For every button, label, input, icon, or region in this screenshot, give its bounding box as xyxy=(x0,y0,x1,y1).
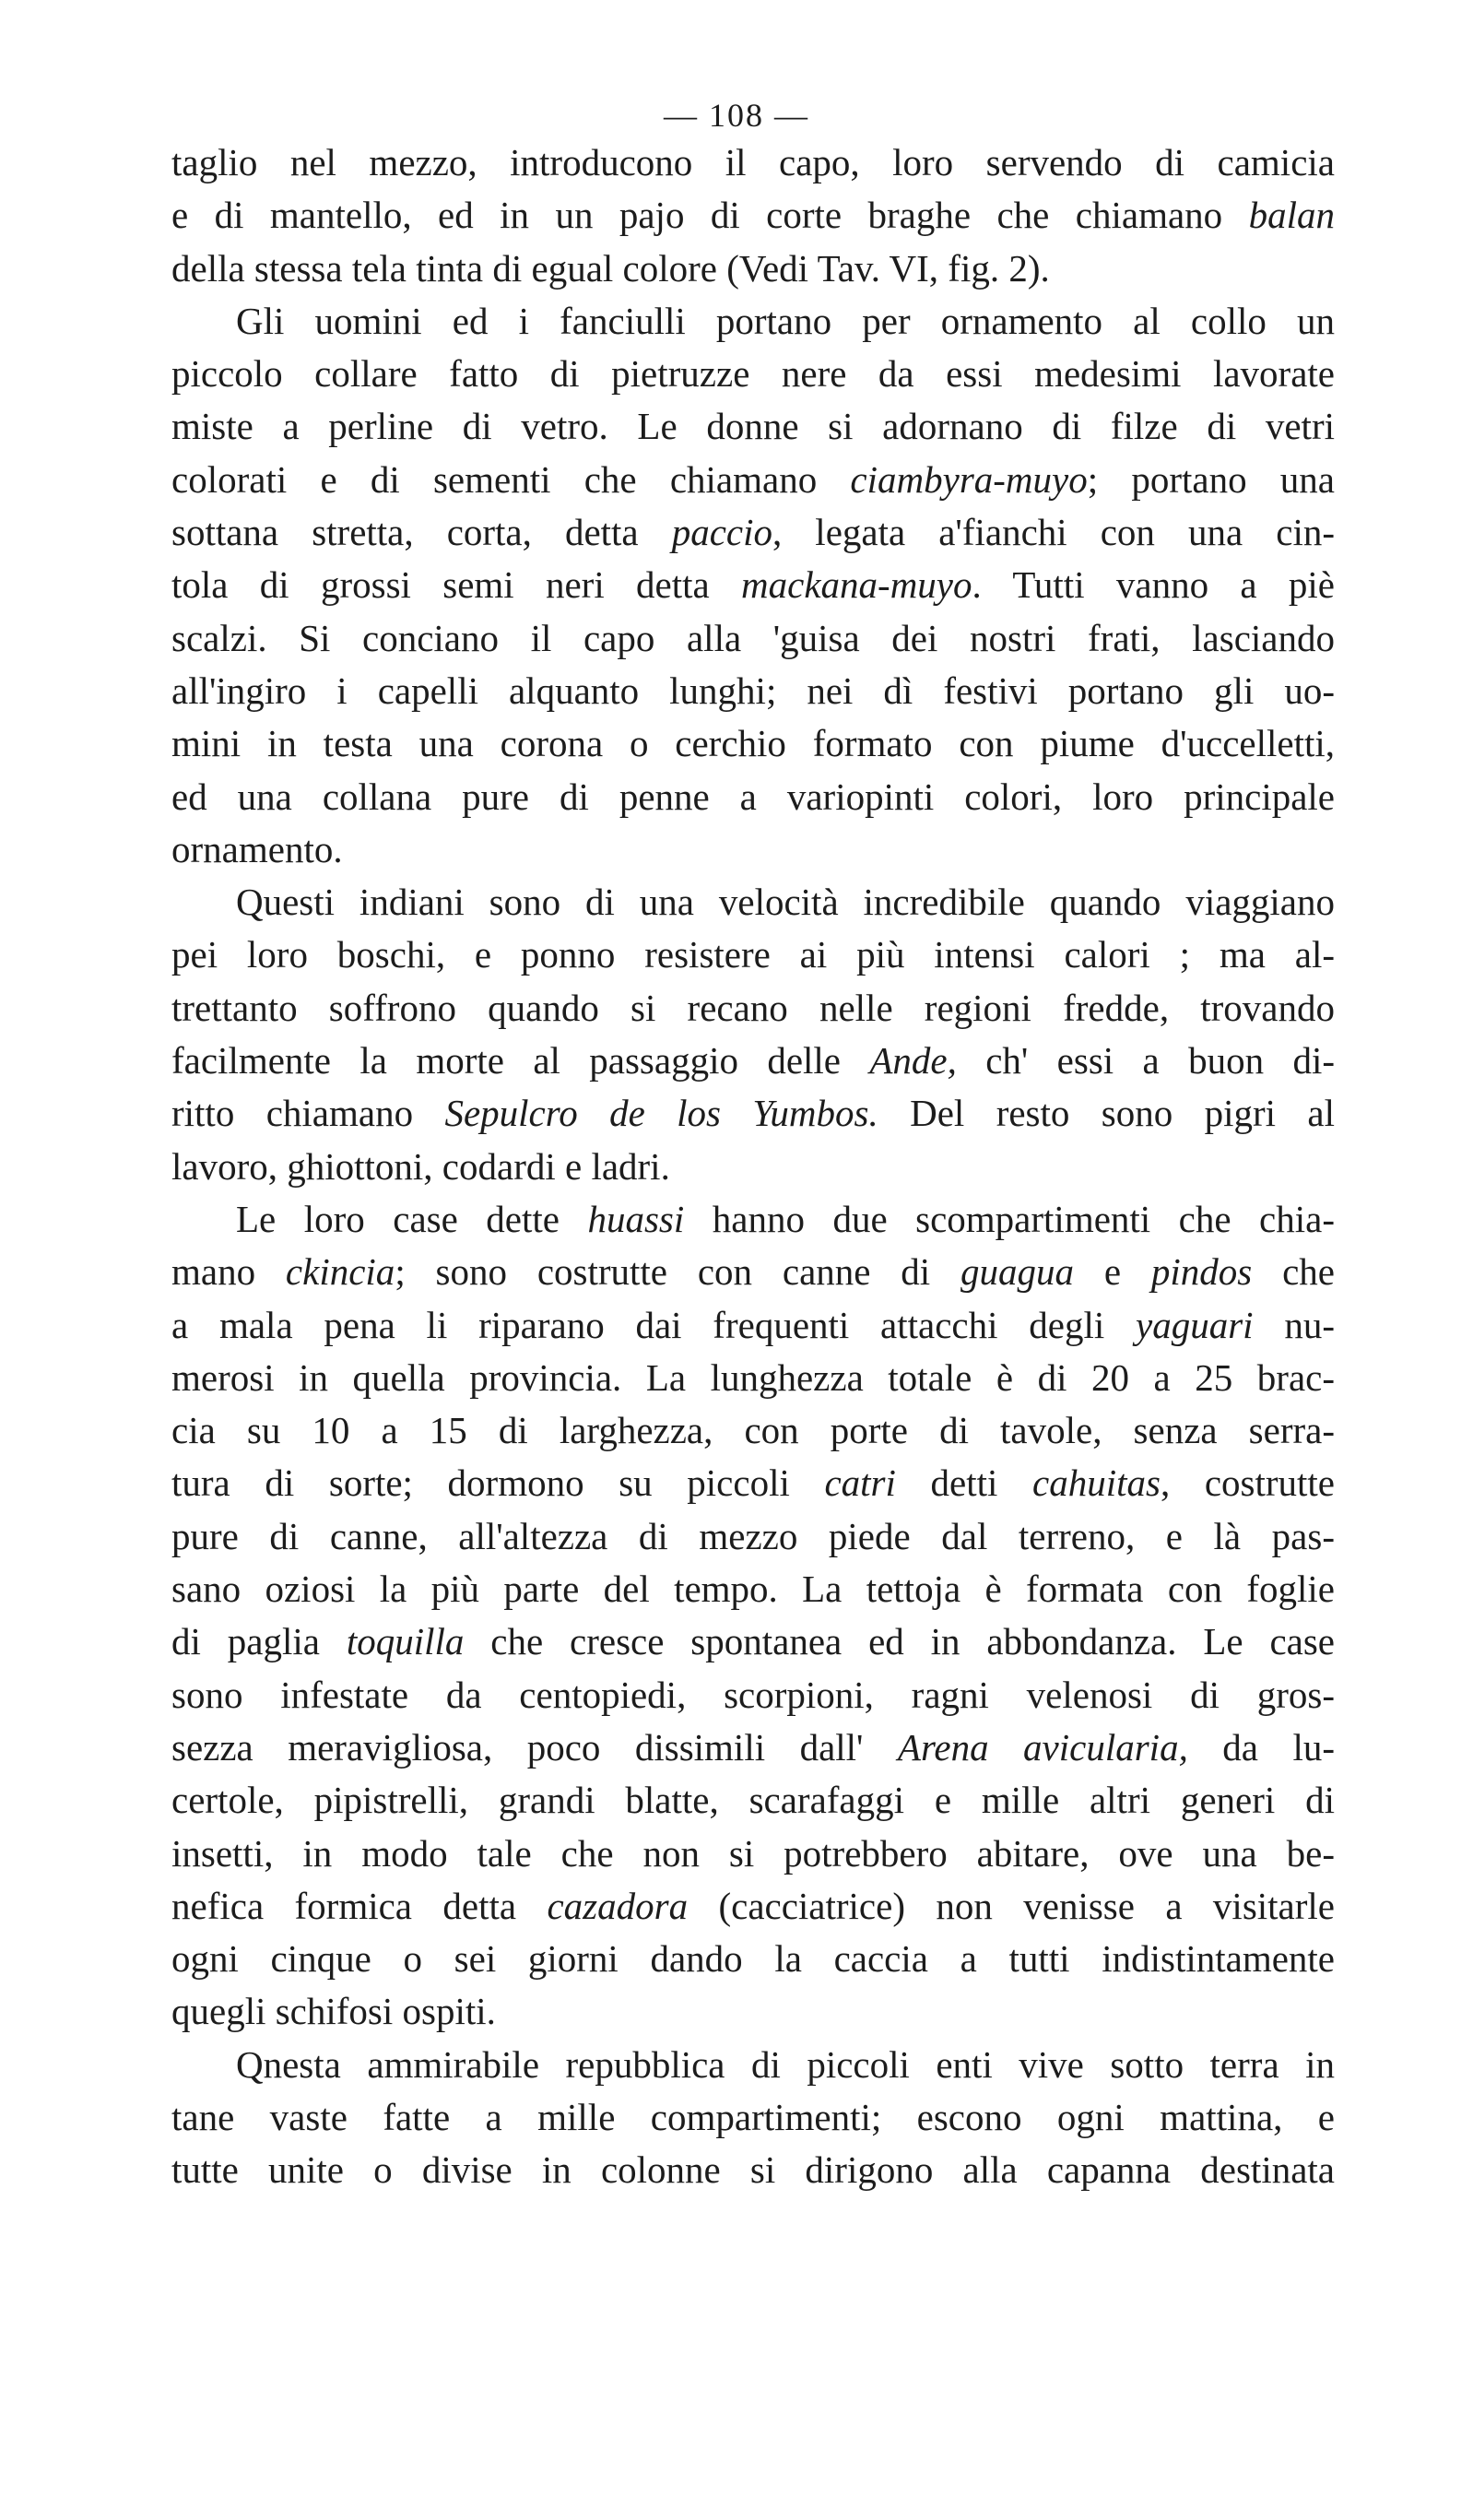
text-run: ; portano una xyxy=(1087,457,1335,501)
italic-term: huassi xyxy=(587,1197,685,1240)
italic-term: ciambyra-muyo xyxy=(850,457,1088,501)
text-run: della stessa tela tinta di egual colore (Vedi Tav. VI, fig. 2). xyxy=(171,246,1050,290)
text-line xyxy=(171,982,1335,1035)
text-run: ; sono costrutte con canne di xyxy=(395,1250,961,1294)
text-run: facilmente la morte al passaggio delle xyxy=(171,1039,870,1083)
text-run: colorati e di sementi che chiamano xyxy=(171,457,851,501)
text-run: pure di canne, all'altezza di mezzo piede dal terreno, e là pas- xyxy=(171,1514,1335,1557)
text-line xyxy=(171,454,1335,506)
text-line xyxy=(171,1457,1335,1509)
text-run: ogni cinque o sei giorni dando la caccia a tutti indistintamente xyxy=(171,1937,1335,1981)
text-line xyxy=(171,2039,1335,2091)
text-line xyxy=(171,2091,1335,2144)
text-line xyxy=(171,771,1335,823)
text-run: Questi indiani sono di una velocità incredibile quando viaggiano xyxy=(236,881,1335,924)
text-line xyxy=(171,1035,1335,1087)
text-line xyxy=(171,559,1335,611)
text-line xyxy=(171,876,1335,929)
text-run: lavoro, ghiottoni, codardi e ladri. xyxy=(171,1144,670,1188)
text-line xyxy=(171,1828,1335,1880)
text-run: . Tutti vanno a piè xyxy=(972,563,1335,607)
text-line xyxy=(171,823,1335,876)
text-line xyxy=(171,612,1335,665)
italic-term: balan xyxy=(1248,194,1335,237)
text-run: quegli schifosi ospiti. xyxy=(171,1990,496,2033)
text-line xyxy=(171,2144,1335,2196)
text-run: ritto chiamano xyxy=(171,1092,445,1135)
text-run: ornamento. xyxy=(171,827,343,870)
text-line xyxy=(171,400,1335,453)
text-line xyxy=(171,295,1335,348)
text-run: e di mantello, ed in un pajo di corte braghe che chiamano xyxy=(171,194,1249,237)
text-run: mini in testa una corona o cerchio formato con piume d'uccelletti, xyxy=(171,722,1335,765)
text-run: nefica formica detta xyxy=(171,1884,548,1927)
italic-term: pindos xyxy=(1150,1250,1253,1294)
text-run: sono infestate da centopiedi, scorpioni, ragni velenosi di gros- xyxy=(171,1673,1335,1716)
text-run: pei loro boschi, e ponno resistere ai più intensi calori ; ma al- xyxy=(171,933,1335,976)
text-run: ch' essi a buon di- xyxy=(956,1039,1336,1083)
text-run: miste a perline di vetro. Le donne si adornano di filze di vetri xyxy=(171,405,1335,448)
text-line xyxy=(171,1563,1335,1615)
text-run: Del resto sono pigri al xyxy=(878,1092,1336,1135)
text-run: tane vaste fatte a mille compartimenti; escono ogni mattina, e xyxy=(171,2095,1335,2138)
text-line xyxy=(171,1299,1335,1352)
text-line xyxy=(171,1615,1335,1668)
text-run: taglio nel mezzo, introducono il capo, loro servendo di camicia xyxy=(171,141,1335,183)
text-run: ed una collana pure di penne a variopinti colori, loro principale xyxy=(171,775,1335,818)
text-run: che xyxy=(1252,1250,1335,1294)
italic-term: Arena avicularia, xyxy=(897,1725,1188,1769)
text-run: Qnesta ammirabile repubblica di piccoli enti vive sotto terra in xyxy=(236,2042,1335,2086)
italic-term: Sepulcro de los Yumbos. xyxy=(444,1092,878,1135)
text-run: merosi in quella provincia. La lunghezza totale è di 20 a 25 brac- xyxy=(171,1355,1335,1399)
text-run: trettanto soffrono quando si recano nelle regioni fredde, trovando xyxy=(171,986,1335,1029)
text-run: all'ingiro i capelli alquanto lunghi; nei dì festivi portano gli uo- xyxy=(171,668,1335,712)
italic-term: mackana-muyo xyxy=(741,563,972,607)
text-run: mano xyxy=(171,1250,286,1294)
italic-term: yaguari xyxy=(1136,1303,1254,1346)
text-run: insetti, in modo tale che non si potrebbero abitare, ove una be- xyxy=(171,1831,1335,1875)
italic-term: ckincia xyxy=(285,1250,395,1294)
text-run: che cresce spontanea ed in abbondanza. Le case xyxy=(464,1620,1335,1663)
text-run: sano oziosi la più parte del tempo. La tettoja è formata con foglie xyxy=(171,1568,1335,1611)
text-run: , costrutte xyxy=(1160,1461,1335,1505)
text-run: (cacciatrice) non venisse a visitarle xyxy=(688,1884,1335,1927)
text-line xyxy=(171,1933,1335,1985)
text-line xyxy=(171,243,1335,295)
italic-term: Ande, xyxy=(869,1039,957,1083)
page-number: — 108 — xyxy=(664,97,809,134)
text-line xyxy=(171,348,1335,400)
italic-term: guagua xyxy=(960,1250,1075,1294)
text-run: da lu- xyxy=(1187,1725,1335,1769)
text-line xyxy=(171,1404,1335,1457)
italic-term: catri xyxy=(824,1461,896,1505)
text-line xyxy=(171,1246,1335,1298)
text-run: cia su 10 a 15 di larghezza, con porte di tavole, senza serra- xyxy=(171,1409,1335,1452)
italic-term: cahuitas xyxy=(1032,1461,1161,1505)
text-run: scalzi. Si conciano il capo alla 'guisa dei nostri frati, lasciando xyxy=(171,616,1335,659)
text-line xyxy=(171,189,1335,242)
text-run: sezza meravigliosa, poco dissimili dall' xyxy=(171,1725,898,1769)
text-line xyxy=(171,1087,1335,1140)
text-line xyxy=(171,1193,1335,1246)
text-run: piccolo collare fatto di pietruzze nere da essi medesimi lavorate xyxy=(171,352,1335,396)
text-run: certole, pipistrelli, grandi blatte, scarafaggi e mille altri generi di xyxy=(171,1779,1335,1822)
text-run: nu- xyxy=(1253,1303,1335,1346)
text-line xyxy=(171,1352,1335,1404)
text-line xyxy=(171,506,1335,559)
text-line xyxy=(171,1721,1335,1774)
text-run: tura di sorte; dormono su piccoli xyxy=(171,1461,825,1505)
text-line xyxy=(171,1774,1335,1827)
text-line xyxy=(171,1880,1335,1933)
text-line xyxy=(171,136,1335,189)
text-line xyxy=(171,1510,1335,1563)
text-line xyxy=(171,1141,1335,1193)
text-run: sottana stretta, corta, detta xyxy=(171,511,672,554)
body-text xyxy=(171,136,1335,2197)
text-run: tola di grossi semi neri detta xyxy=(171,563,742,607)
text-line xyxy=(171,1669,1335,1721)
text-run: a mala pena li riparano dai frequenti attacchi degli xyxy=(171,1303,1137,1346)
italic-term: toquilla xyxy=(346,1620,465,1663)
text-line xyxy=(171,1985,1335,2038)
italic-term: paccio xyxy=(671,511,772,554)
text-run: detti xyxy=(895,1461,1033,1505)
text-run: Gli uomini ed i fanciulli portano per ornamento al collo un xyxy=(236,299,1335,342)
text-run: e xyxy=(1074,1250,1151,1294)
italic-term: cazadora xyxy=(547,1884,689,1927)
text-run: , legata a'fianchi con una cin- xyxy=(772,511,1335,554)
text-run: hanno due scompartimenti che chia- xyxy=(684,1197,1336,1240)
text-line xyxy=(171,717,1335,770)
text-line xyxy=(171,665,1335,717)
text-run: tutte unite o divise in colonne si dirigono alla capanna destinata xyxy=(171,2148,1335,2192)
text-line xyxy=(171,929,1335,981)
text-run: di paglia xyxy=(171,1620,347,1663)
text-run: Le loro case dette xyxy=(236,1197,588,1240)
